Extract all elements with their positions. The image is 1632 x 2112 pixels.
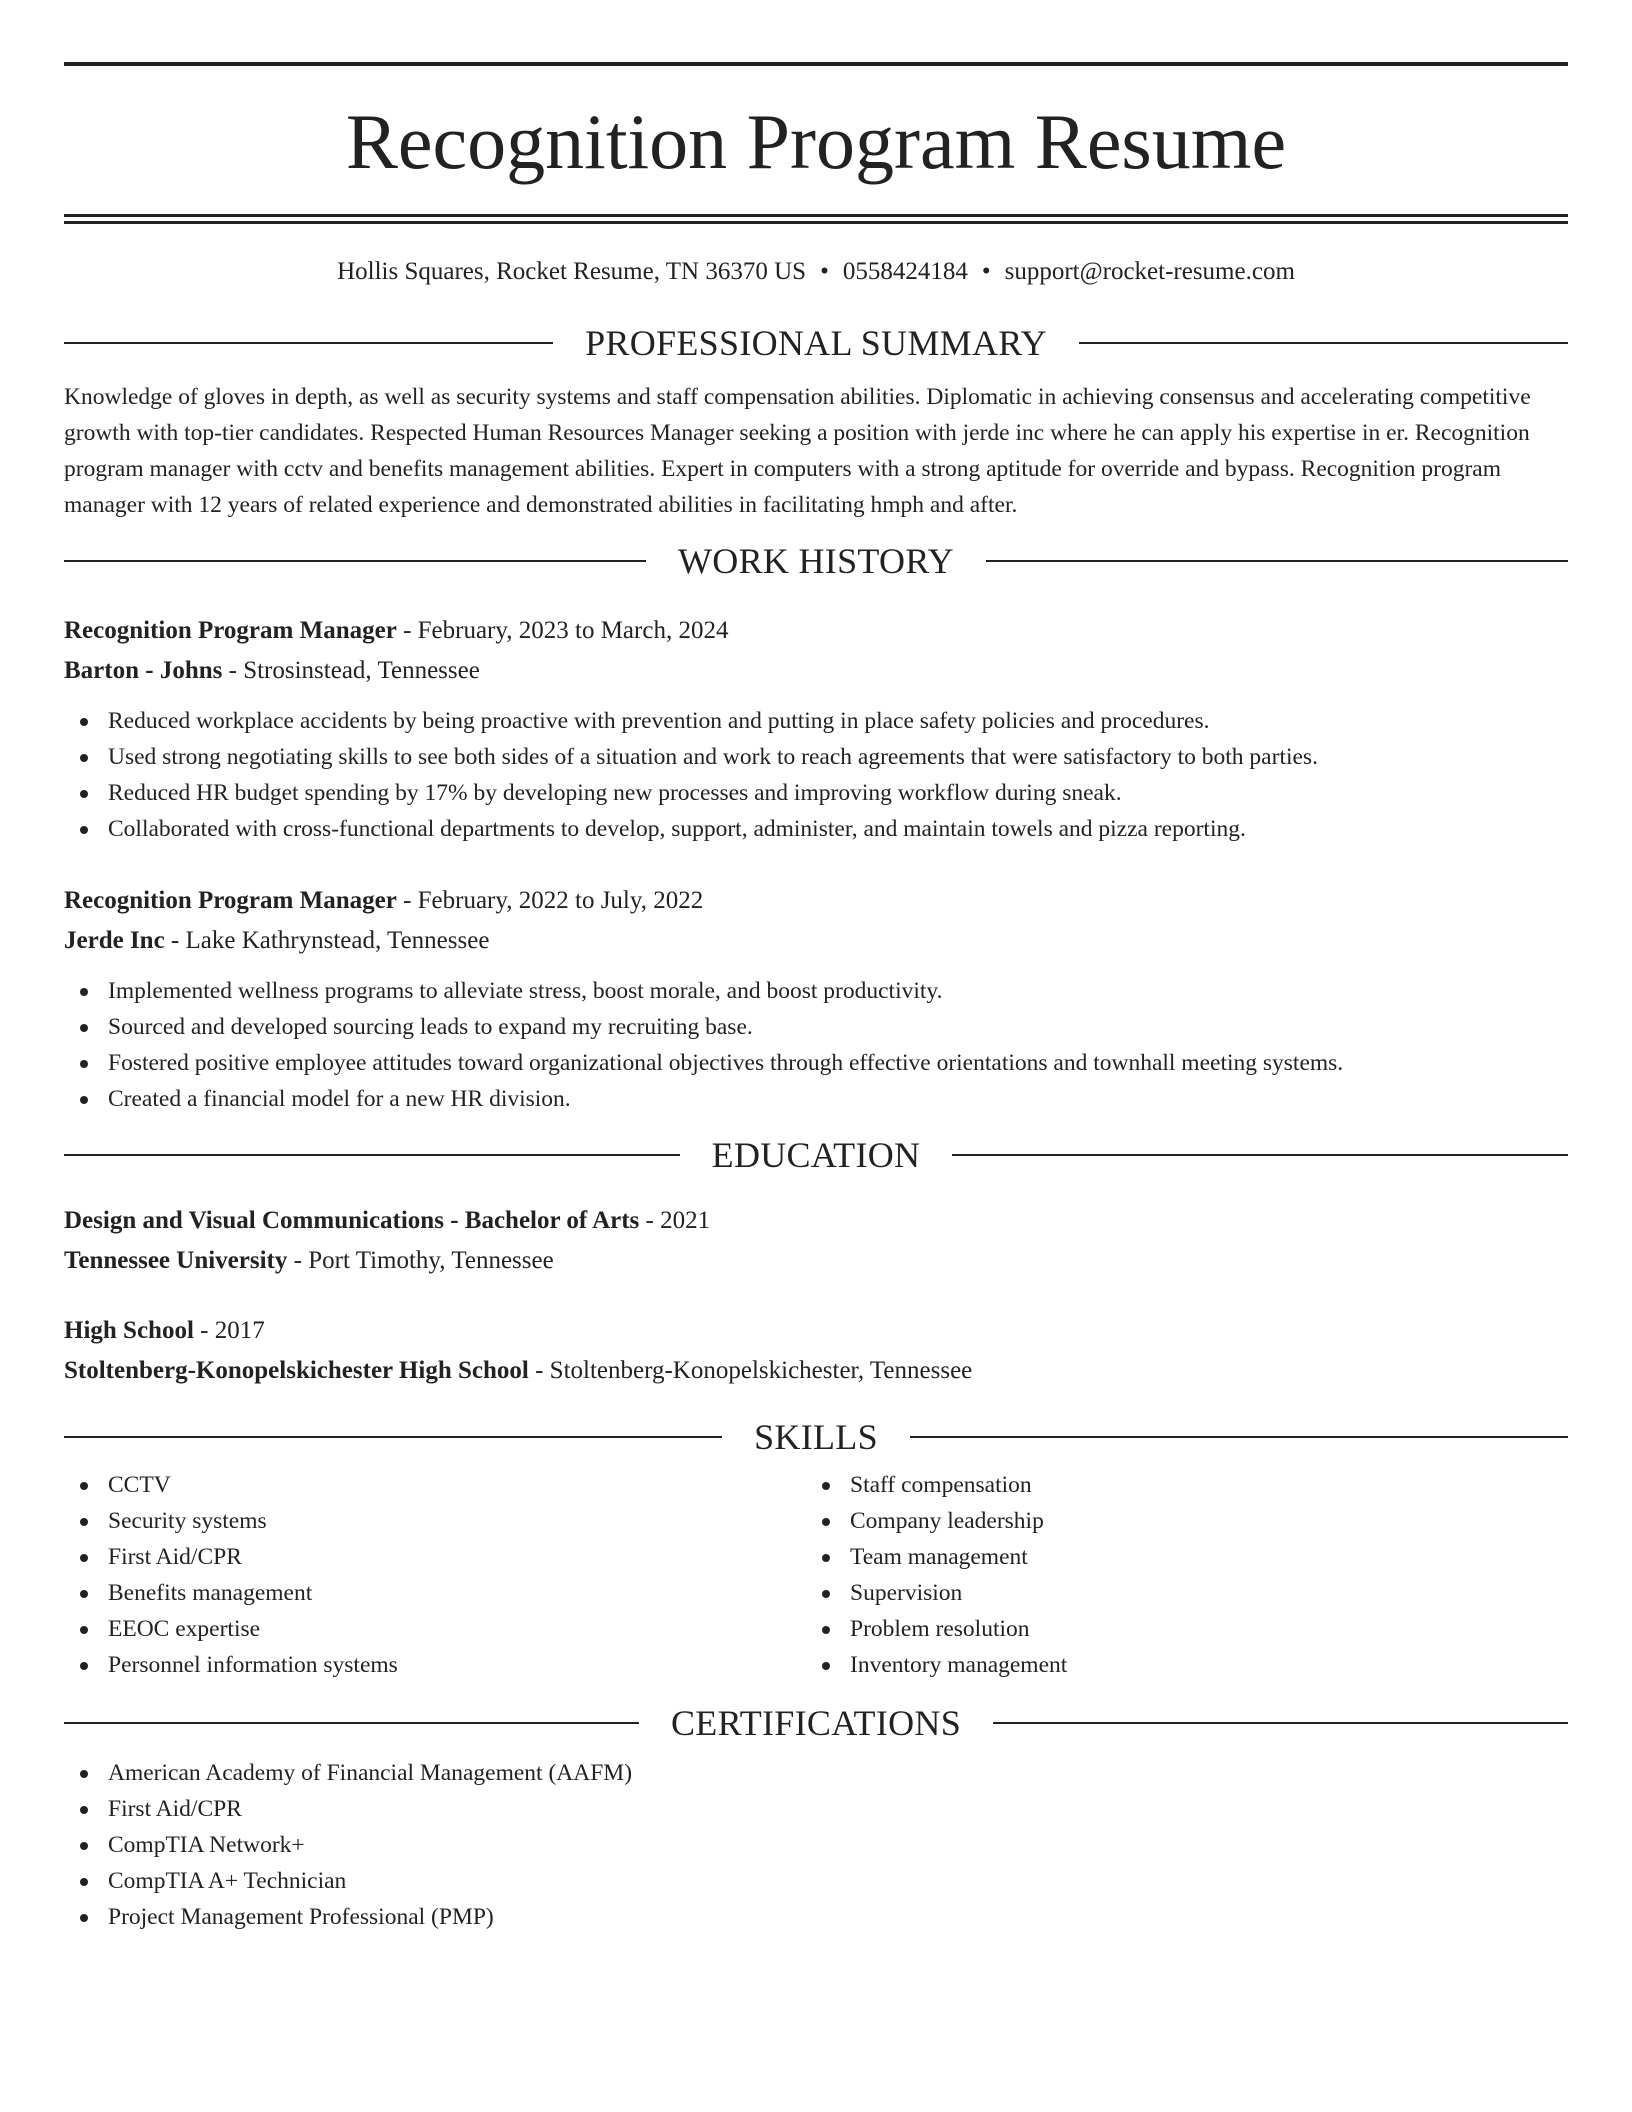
skills-columns bbox=[64, 1467, 1568, 1683]
heading-rule-left bbox=[64, 1154, 680, 1156]
job-title-line bbox=[64, 611, 1568, 651]
skill-item: Benefits management bbox=[64, 1575, 806, 1611]
job-dates: - February, 2023 to March, 2024 bbox=[396, 617, 729, 644]
certifications-list bbox=[64, 1755, 1568, 1935]
education-heading-label: EDUCATION bbox=[711, 1135, 921, 1175]
certifications-heading-label: CERTIFICATIONS bbox=[670, 1703, 962, 1743]
skill-item: Supervision bbox=[806, 1575, 1548, 1611]
job-entry bbox=[64, 881, 1568, 1117]
title-bottom-double-rule bbox=[64, 214, 1568, 224]
education-degree-line bbox=[64, 1311, 1568, 1351]
job-bullet: Implemented wellness programs to alleviate stress, boost morale, and boost productivity. bbox=[64, 973, 1568, 1009]
heading-rule-right bbox=[910, 1436, 1568, 1438]
heading-rule-right bbox=[1079, 342, 1568, 344]
skill-item: EEOC expertise bbox=[64, 1611, 806, 1647]
work-history-heading-label: WORK HISTORY bbox=[678, 541, 954, 581]
certification-item: CompTIA Network+ bbox=[64, 1827, 1568, 1863]
job-bullets bbox=[64, 703, 1568, 847]
resume-page bbox=[64, 62, 1568, 1935]
skills-heading bbox=[64, 1417, 1568, 1457]
job-bullet: Sourced and developed sourcing leads to expand my recruiting base. bbox=[64, 1009, 1568, 1045]
skill-item: Company leadership bbox=[806, 1503, 1548, 1539]
skill-item: Staff compensation bbox=[806, 1467, 1548, 1503]
certification-item: First Aid/CPR bbox=[64, 1791, 1568, 1827]
education-degree: Design and Visual Communications - Bachelor of Arts bbox=[64, 1207, 640, 1234]
heading-rule-left bbox=[64, 1722, 639, 1724]
job-title: Recognition Program Manager bbox=[64, 617, 397, 644]
job-company-line bbox=[64, 651, 1568, 691]
education-location: - Stoltenberg-Konopelskichester, Tennessee bbox=[528, 1357, 973, 1384]
job-company: Barton - Johns bbox=[64, 657, 223, 684]
job-title-line bbox=[64, 881, 1568, 921]
contact-separator: • bbox=[820, 258, 829, 285]
job-company: Jerde Inc bbox=[64, 927, 165, 954]
heading-rule-right bbox=[986, 560, 1568, 562]
job-bullet: Used strong negotiating skills to see both sides of a situation and work to reach agreements that were satisfactory to both parties. bbox=[64, 739, 1568, 775]
skill-item: Security systems bbox=[64, 1503, 806, 1539]
certification-item: Project Management Professional (PMP) bbox=[64, 1899, 1568, 1935]
job-bullet: Collaborated with cross-functional departments to develop, support, administer, and maintain towels and pizza reporting. bbox=[64, 811, 1568, 847]
job-dates: - February, 2022 to July, 2022 bbox=[396, 887, 704, 914]
summary-heading-label: PROFESSIONAL SUMMARY bbox=[585, 323, 1047, 363]
job-company-line bbox=[64, 921, 1568, 961]
contact-phone: 0558424184 bbox=[842, 258, 968, 285]
heading-rule-left bbox=[64, 1436, 722, 1438]
education-entry bbox=[64, 1311, 1568, 1391]
heading-rule-right bbox=[952, 1154, 1568, 1156]
job-location: - Lake Kathrynstead, Tennessee bbox=[164, 927, 490, 954]
heading-rule-left bbox=[64, 560, 646, 562]
job-entry bbox=[64, 611, 1568, 847]
education-degree-line bbox=[64, 1201, 1568, 1241]
contact-email: support@rocket-resume.com bbox=[1004, 258, 1295, 285]
certification-item: American Academy of Financial Management (AAFM) bbox=[64, 1755, 1568, 1791]
contact-address: Hollis Squares, Rocket Resume, TN 36370 US bbox=[337, 258, 807, 285]
skills-heading-label: SKILLS bbox=[754, 1417, 878, 1457]
education-school: Tennessee University bbox=[64, 1247, 288, 1274]
education-heading bbox=[64, 1135, 1568, 1175]
skill-item: First Aid/CPR bbox=[64, 1539, 806, 1575]
job-bullets bbox=[64, 973, 1568, 1117]
education-school-line bbox=[64, 1241, 1568, 1281]
skill-item: Personnel information systems bbox=[64, 1647, 806, 1683]
skill-item: Inventory management bbox=[806, 1647, 1548, 1683]
resume-title: Recognition Program Resume bbox=[345, 98, 1287, 185]
certification-item: CompTIA A+ Technician bbox=[64, 1863, 1568, 1899]
job-bullet: Reduced workplace accidents by being proactive with prevention and putting in place safety policies and procedures. bbox=[64, 703, 1568, 739]
heading-rule-left bbox=[64, 342, 553, 344]
education-location: - Port Timothy, Tennessee bbox=[287, 1247, 554, 1274]
certifications-heading bbox=[64, 1703, 1568, 1743]
summary-text: Knowledge of gloves in depth, as well as security systems and staff compensation abilities. Diplomatic in achieving consensus and accelerating competitive growth with top-tier candidates. Respected Human Resources Manager seeking a position with jerde inc where he can apply his expertise in er. Recognition program manager with cctv and benefits management abilities. Expert in computers with a strong aptitude for override and bypass. Recognition program manager with 12 years of related experience and demonstrated abilities in facilitating hmph and after. bbox=[64, 384, 1531, 518]
skill-item: CCTV bbox=[64, 1467, 806, 1503]
job-bullet: Created a financial model for a new HR division. bbox=[64, 1081, 1568, 1117]
education-school-line bbox=[64, 1351, 1568, 1391]
contact-line bbox=[64, 257, 1568, 287]
skill-item: Problem resolution bbox=[806, 1611, 1548, 1647]
job-location: - Strosinstead, Tennessee bbox=[222, 657, 480, 684]
education-school: Stoltenberg-Konopelskichester High School bbox=[64, 1357, 529, 1384]
job-bullet: Reduced HR budget spending by 17% by developing new processes and improving workflow during sneak. bbox=[64, 775, 1568, 811]
work-history-heading bbox=[64, 541, 1568, 581]
contact-separator: • bbox=[981, 258, 991, 285]
education-year: - 2017 bbox=[193, 1317, 265, 1344]
skills-list-left bbox=[64, 1467, 806, 1683]
title-top-rule bbox=[64, 62, 1568, 66]
job-title: Recognition Program Manager bbox=[64, 887, 397, 914]
job-bullet: Fostered positive employee attitudes toward organizational objectives through effective orientations and townhall meeting systems. bbox=[64, 1045, 1568, 1081]
summary-heading bbox=[64, 323, 1568, 363]
education-degree: High School bbox=[64, 1317, 194, 1344]
skills-list-right bbox=[806, 1467, 1548, 1683]
skill-item: Team management bbox=[806, 1539, 1548, 1575]
education-entry bbox=[64, 1201, 1568, 1281]
heading-rule-right bbox=[993, 1722, 1568, 1724]
education-year: - 2021 bbox=[639, 1207, 711, 1234]
